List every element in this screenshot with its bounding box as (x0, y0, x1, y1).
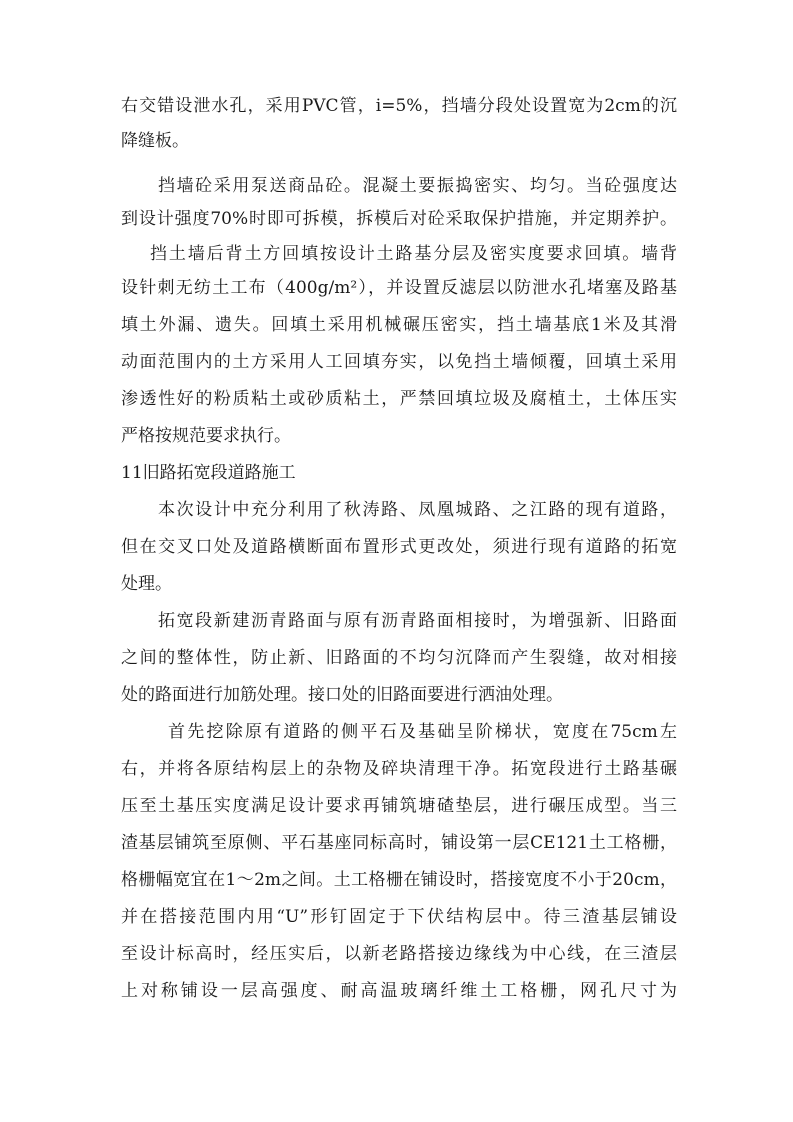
text-line: 至设计标高时，经压实后，以新老路搭接边缘线为中心线，在三渣层 (121, 944, 677, 964)
text-line: 格栅幅宽宜在1～2m之间。土工格栅在铺设时，搭接宽度不小于20cm， (121, 870, 677, 890)
text-line: 填土外漏、遗失。回填土采用机械碾压密实，挡土墙基底1米及其滑 (121, 315, 677, 335)
text-line: 降缝板。 (121, 131, 189, 151)
text-line: 压至土基压实度满足设计要求再铺筑塘碴垫层，进行碾压成型。当三 (121, 796, 677, 816)
paragraph-first-line: 挡墙砼采用泵送商品砼。混凝土要振捣密实、均匀。当砼强度达 (158, 176, 677, 196)
text-line: 渣基层铺筑至原侧、平石基座同标高时，铺设第一层CE121土工格栅， (121, 833, 677, 853)
text-line: 之间的整体性，防止新、旧路面的不均匀沉降而产生裂缝，故对相接 (121, 648, 677, 668)
text-line: 严格按规范要求执行。 (121, 426, 291, 446)
text-line: 并在搭接范围内用“U”形钉固定于下伏结构层中。待三渣基层铺设 (121, 907, 677, 927)
text-line: 处的路面进行加筋处理。接口处的旧路面要进行洒油处理。 (121, 685, 563, 705)
paragraph-first-line: 首先挖除原有道路的侧平石及基础呈阶梯状，宽度在75cm左 (168, 722, 677, 742)
paragraph-first-line: 本次设计中充分利用了秋涛路、凤凰城路、之江路的现有道路， (158, 500, 677, 520)
text-line: 到设计强度70%时即可拆模，拆模后对砼采取保护措施，并定期养护。 (121, 209, 677, 229)
paragraph-first-line: 挡土墙后背土方回填按设计土路基分层及密实度要求回填。墙背 (150, 244, 677, 264)
section-heading: 11旧路拓宽段道路施工 (121, 463, 296, 483)
text-line: 设针刺无纺土工布（400g/m²），并设置反滤层以防泄水孔堵塞及路基 (121, 278, 677, 298)
paragraph-first-line: 拓宽段新建沥青路面与原有沥青路面相接时，为增强新、旧路面 (158, 611, 677, 631)
text-line: 右，并将各原结构层上的杂物及碎块清理干净。拓宽段进行土路基碾 (121, 759, 677, 779)
text-line: 动面范围内的土方采用人工回填夯实，以免挡土墙倾覆，回填土采用 (121, 352, 677, 372)
text-line: 但在交叉口处及道路横断面布置形式更改处，须进行现有道路的拓宽 (121, 537, 677, 557)
text-line: 渗透性好的粉质粘土或砂质粘土，严禁回填垃圾及腐植土，土体压实 (121, 389, 677, 409)
text-line: 处理。 (121, 574, 172, 594)
text-line: 上对称铺设一层高强度、耐高温玻璃纤维土工格栅，网孔尺寸为 (121, 981, 677, 1001)
text-line: 右交错设泄水孔，采用PVC管，i=5%，挡墙分段处设置宽为2cm的沉 (121, 96, 677, 116)
